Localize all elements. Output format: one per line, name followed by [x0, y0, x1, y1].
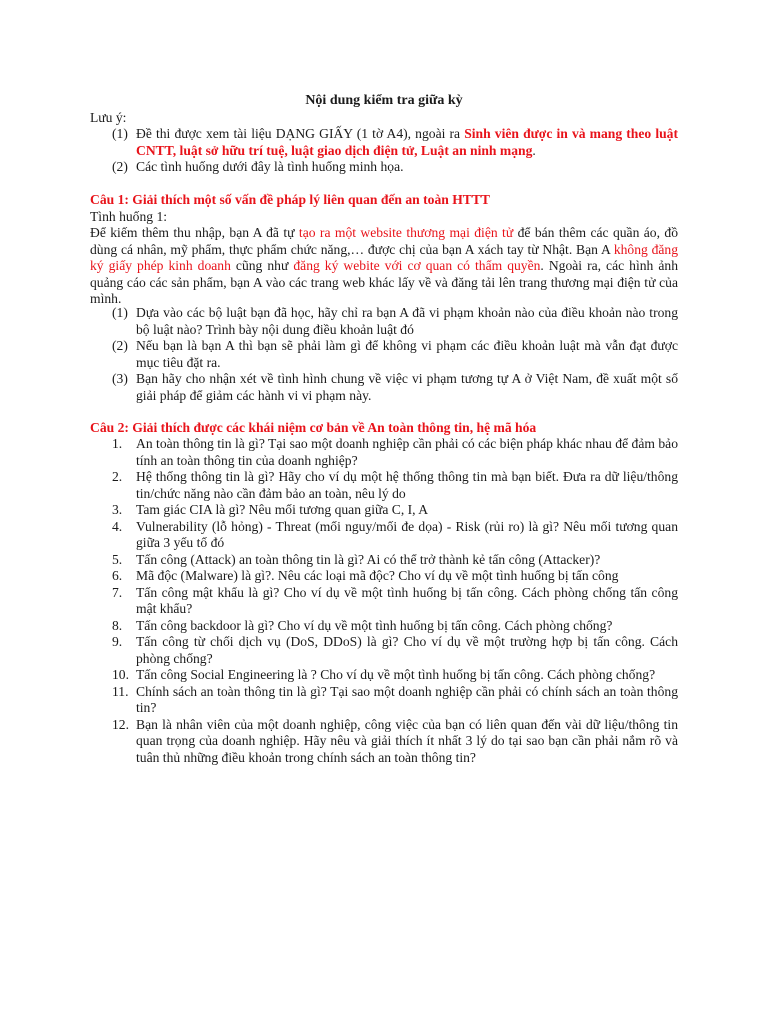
scenario-label: Tình huống 1:	[90, 209, 168, 224]
item-number: 3.	[112, 502, 123, 517]
note-item	[90, 159, 678, 176]
list-item	[90, 552, 678, 569]
list-item	[90, 502, 678, 519]
note-label: Lưu ý:	[90, 110, 127, 125]
list-item	[90, 667, 678, 684]
list-item	[90, 684, 678, 717]
item-text: Nếu bạn là bạn A thì bạn sẽ phải làm gì để không vi phạm các điều khoản luật mà vẫn đạt được mục tiêu đặt ra.	[136, 338, 678, 370]
list-item	[90, 519, 678, 552]
item-text: Chính sách an toàn thông tin là gì? Tại sao một doanh nghiệp cần phải có chính sách an toàn thông tin?	[136, 683, 678, 715]
list-item	[90, 371, 678, 404]
list-item	[90, 585, 678, 618]
list-item	[90, 338, 678, 371]
scenario-text: Để kiếm thêm thu nhập, bạn A đã tự	[90, 225, 299, 240]
item-number: 6.	[112, 568, 123, 583]
item-text: Bạn là nhân viên của một doanh nghiệp, công việc của bạn có liên quan đến vài dữ liệu/thông tin quan trọng của doanh nghiệp. Hãy nêu và giải thích ít nhất 3 lý do tại sao bạn cần phải nắm rõ và tuân thủ những điều khoản trong chính sách an toàn thông tin?	[136, 716, 678, 765]
note-text-end: .	[532, 142, 536, 158]
note-number: (2)	[112, 159, 128, 174]
note-text: Đề thi được xem tài liệu DẠNG GIẤY (1 tờ A4), ngoài ra	[136, 126, 465, 141]
item-number: 5.	[112, 551, 123, 567]
note-text: Các tình huống dưới đây là tình huống minh họa.	[136, 159, 404, 174]
question-2-list	[90, 436, 678, 766]
item-text: Bạn hãy cho nhận xét về tình hình chung về việc vi phạm tương tự A ở Việt Nam, đề xuất một số giải pháp để giảm các hành vi vi phạm này.	[136, 371, 678, 403]
list-item	[90, 305, 678, 338]
item-number: 12.	[112, 716, 129, 732]
question-1-list	[90, 305, 678, 404]
item-text: Mã độc (Malware) là gì?. Nêu các loại mã độc? Cho ví dụ về một tình huống bị tấn công	[136, 568, 619, 583]
item-text: Tấn công (Attack) an toàn thông tin là gì? Ai có thể trở thành kẻ tấn công (Attacker)?	[136, 551, 601, 567]
list-item	[90, 436, 678, 469]
item-number: 8.	[112, 617, 123, 633]
item-number: (2)	[112, 338, 128, 353]
note-highlight: Sinh viên được in và mang theo luật CNTT, luật sở hữu trí tuệ, luật giao dịch điện tử, Luật an ninh mạng	[136, 126, 678, 158]
item-number: 9.	[112, 634, 123, 649]
list-item	[90, 469, 678, 502]
scenario-highlight: đăng ký webite với cơ quan có thẩm quyền	[293, 258, 541, 273]
item-number: 4.	[112, 518, 123, 534]
item-number: (3)	[112, 371, 128, 386]
item-number: 1.	[112, 436, 123, 451]
scenario-highlight: tạo ra một website thương mại điện tử	[298, 225, 514, 240]
scenario-text: cũng như	[230, 258, 294, 273]
item-text: Tấn công từ chối dịch vụ (DoS, DDoS) là gì? Cho ví dụ về một trường hợp bị tấn công. Cách phòng chống?	[136, 634, 678, 666]
item-text: Tấn công Social Engineering là ? Cho ví dụ về một tình huống bị tấn công. Cách phòng chống?	[136, 667, 656, 682]
list-item	[90, 568, 678, 585]
item-number: 10.	[112, 667, 129, 682]
scenario-text: . Ngoài ra, các hình ảnh quảng cáo các sản phẩm, bạn A vào các trang web khác lấy về và đăng tải lên trang thương mại điện tử của mình.	[90, 258, 678, 306]
list-item	[90, 618, 678, 635]
item-number: 2.	[112, 469, 123, 484]
question-2-heading: Câu 2: Giải thích được các khái niệm cơ bản về An toàn thông tin, hệ mã hóa	[90, 420, 537, 435]
note-list	[90, 126, 678, 176]
item-number: 11.	[112, 683, 129, 699]
item-text: Tấn công backdoor là gì? Cho ví dụ về một tình huống bị tấn công. Cách phòng chống?	[136, 617, 613, 633]
item-text: Hệ thống thông tin là gì? Hãy cho ví dụ một hệ thống thông tin mà bạn biết. Đưa ra dữ liệu/thông tin/chức năng nào cần đảm bảo an toàn, nêu lý do	[136, 469, 678, 501]
item-text: Tấn công mật khẩu là gì? Cho ví dụ về một tình huống bị tấn công. Cách phòng chống tấn công mật khẩu?	[136, 584, 678, 616]
list-item	[90, 717, 678, 767]
item-number: 7.	[112, 584, 123, 600]
item-number: (1)	[112, 305, 128, 320]
note-number: (1)	[112, 126, 128, 141]
note-item	[90, 126, 678, 159]
page-title: Nội dung kiểm tra giữa kỳ	[305, 93, 463, 108]
scenario-text: để bán thêm các quần áo, đồ dùng cá nhân, mỹ phẩm, thực phẩm chức năng,… được chị của bạn A xách tay từ Nhật. Bạn A	[90, 225, 678, 257]
question-1-heading: Câu 1: Giải thích một số vấn đề pháp lý liên quan đến an toàn HTTT	[90, 192, 490, 207]
item-text: Vulnerability (lỗ hỏng) - Threat (mối nguy/mối đe dọa) - Risk (rủi ro) là gì? Nêu mối tương quan giữa 3 yếu tố đó	[136, 518, 678, 550]
item-text: Tam giác CIA là gì? Nêu mối tương quan giữa C, I, A	[136, 502, 429, 517]
item-text: An toàn thông tin là gì? Tại sao một doanh nghiệp cần phải có các biện pháp khác nhau để đảm bảo tính an toàn thông tin của doanh nghiệp?	[136, 436, 678, 468]
scenario-highlight: không đăng ký giấy phép kinh doanh	[90, 241, 679, 273]
item-text: Dựa vào các bộ luật bạn đã học, hãy chỉ ra bạn A đã vi phạm khoản nào của điều khoản nào trong bộ luật nào? Trình bày nội dung điều khoản luật đó	[136, 305, 678, 337]
scenario-paragraph	[90, 225, 678, 308]
list-item	[90, 634, 678, 667]
